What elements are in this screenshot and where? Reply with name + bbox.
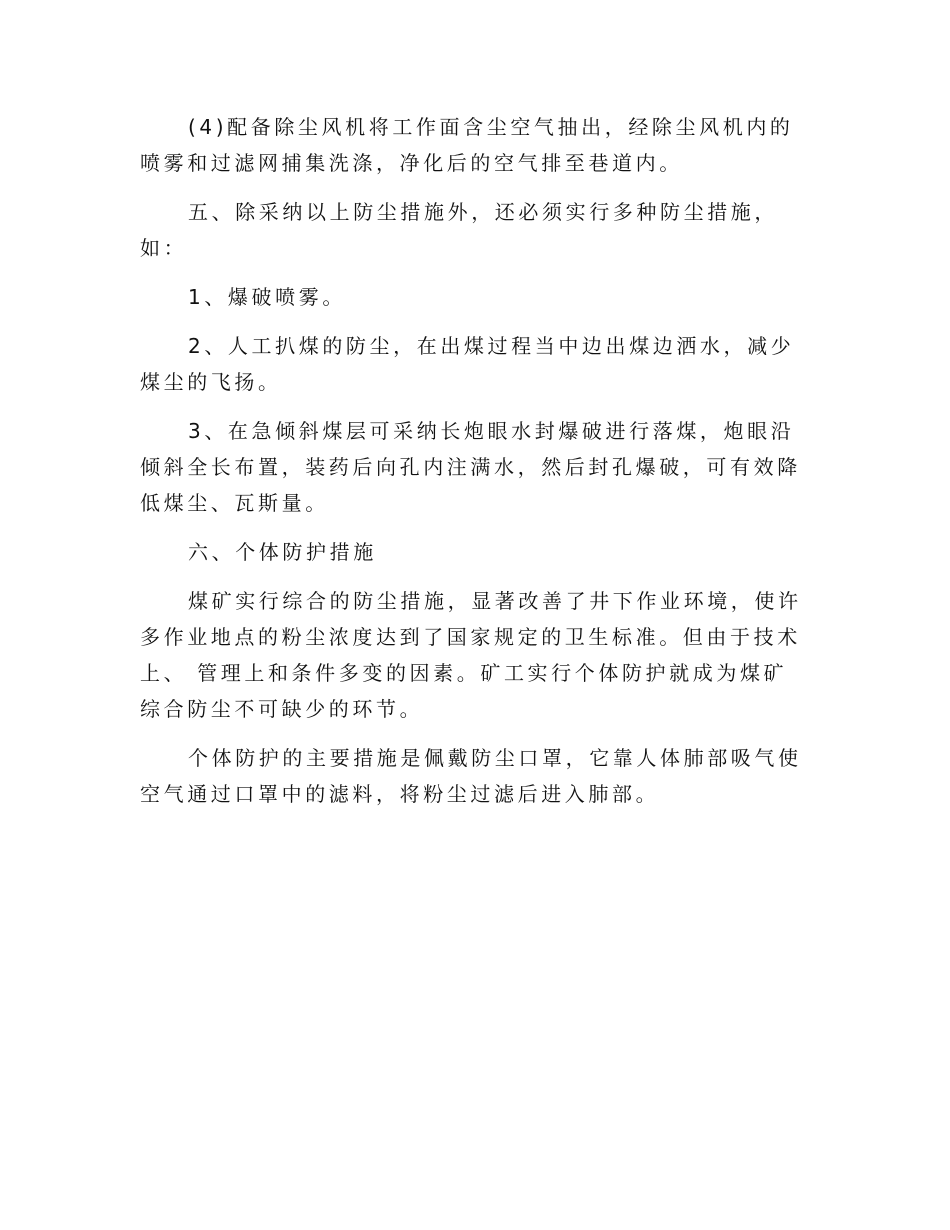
heading-section-five: 五、除采纳以上防尘措施外，还必须实行多种防尘措施，如：	[140, 200, 778, 260]
paragraph-comprehensive-measures: 煤矿实行综合的防尘措施，显著改善了井下作业环境，使许多作业地点的粉尘浓度达到了国家规定的卫生标准。但由于技术上、 管理上和条件多变的因素。矿工实行个体防护就成为煤矿综合防尘不可缺少的环节。	[140, 589, 802, 721]
document-body	[140, 109, 810, 825]
paragraph-dust-mask: 个体防护的主要措施是佩戴防尘口罩，它靠人体肺部吸气使空气通过口罩中的滤料，将粉尘过滤后进入肺部。	[140, 746, 802, 806]
paragraph-dust-fan: (4)配备除尘风机将工作面含尘空气抽出，经除尘风机内的喷雾和过滤网捕集洗涤，净化后的空气排至巷道内。	[140, 115, 794, 175]
list-item-water-seal-blasting: 3、在急倾斜煤层可采纳长炮眼水封爆破进行落煤，炮眼沿倾斜全长布置，装药后向孔内注满水，然后封孔爆破，可有效降低煤尘、瓦斯量。	[140, 419, 801, 515]
list-item-manual-coal-dust: 2、人工扒煤的防尘，在出煤过程当中边出煤边洒水，减少煤尘的飞扬。	[140, 334, 795, 394]
list-item-blasting-spray: 1、爆破喷雾。	[188, 285, 346, 309]
heading-section-six: 六、个体防护措施	[188, 540, 377, 564]
